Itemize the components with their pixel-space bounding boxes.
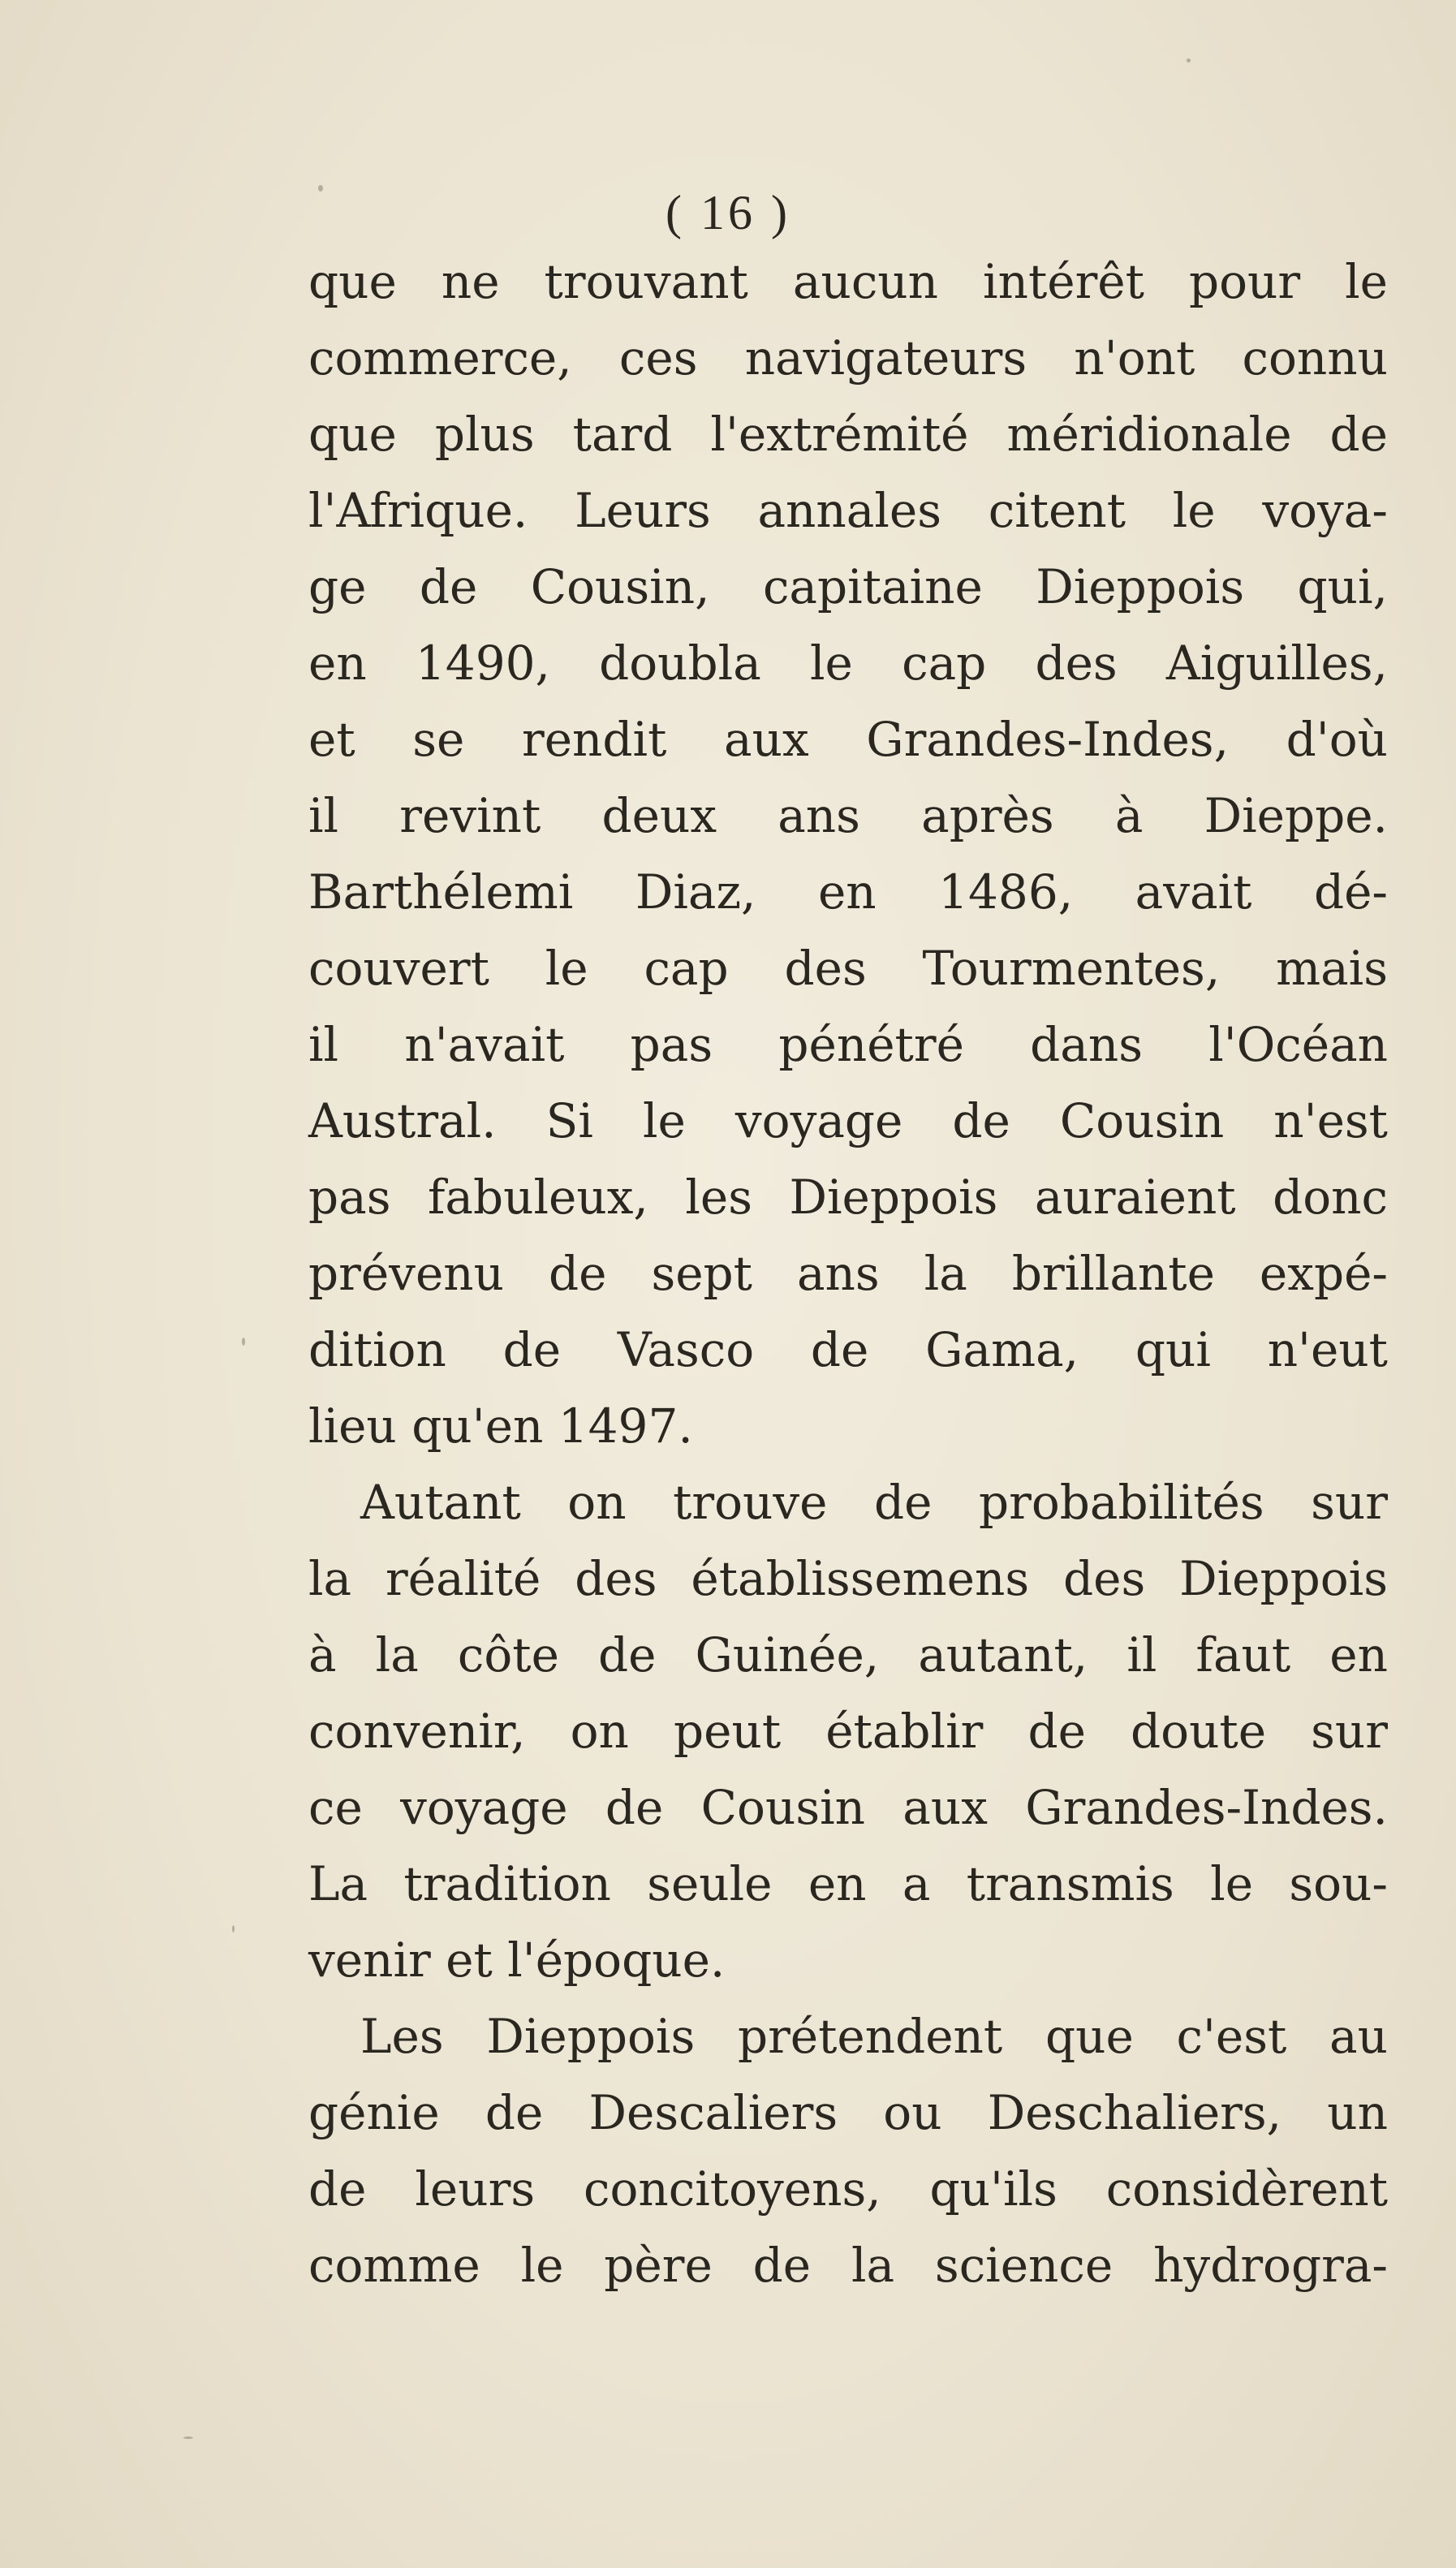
text-line: de leurs concitoyens, qu'ils considèrent (308, 2161, 1388, 2217)
text-line: génie de Descaliers ou Deschaliers, un (308, 2085, 1388, 2140)
text-line: Austral. Si le voyage de Cousin n'est (308, 1093, 1388, 1148)
text-line: couvert le cap des Tourmentes, mais (308, 941, 1388, 996)
paper-speck (242, 1338, 245, 1346)
text-line: il revint deux ans après à Dieppe. (308, 788, 1388, 843)
text-line: venir et l'époque. (308, 1932, 726, 1988)
paper-speck (232, 1925, 235, 1932)
text-line: commerce, ces navigateurs n'ont connu (308, 330, 1388, 386)
paper-speck (1187, 58, 1191, 62)
text-line: ce voyage de Cousin aux Grandes-Indes. (308, 1780, 1388, 1835)
page-number: ( 16 ) (666, 186, 790, 239)
text-line: convenir, on peut établir de doute sur (308, 1704, 1388, 1759)
paper-speck (183, 2437, 193, 2439)
text-line: la réalité des établissemens des Dieppois (308, 1551, 1388, 1606)
body-text (308, 243, 1388, 2303)
text-line: Barthélemi Diaz, en 1486, avait dé- (308, 864, 1388, 920)
text-line: prévenu de sept ans la brillante expé- (308, 1246, 1388, 1301)
text-line: Autant on trouve de probabilités sur (360, 1475, 1388, 1530)
text-line: à la côte de Guinée, autant, il faut en (308, 1627, 1388, 1683)
text-line: ge de Cousin, capitaine Dieppois qui, (308, 559, 1388, 614)
text-line: comme le père de la science hydrogra- (308, 2238, 1388, 2293)
text-line: que ne trouvant aucun intérêt pour le (308, 254, 1388, 309)
text-line: en 1490, doubla le cap des Aiguilles, (308, 636, 1388, 691)
text-line: lieu qu'en 1497. (308, 1398, 693, 1454)
text-line: pas fabuleux, les Dieppois auraient donc (308, 1170, 1388, 1225)
text-line: que plus tard l'extrémité méridionale de (308, 407, 1388, 462)
text-line: dition de Vasco de Gama, qui n'eut (308, 1322, 1388, 1377)
text-line: Les Dieppois prétendent que c'est au (360, 2009, 1388, 2064)
text-line: et se rendit aux Grandes-Indes, d'où (308, 712, 1388, 767)
text-line: il n'avait pas pénétré dans l'Océan (308, 1017, 1388, 1072)
text-line: l'Afrique. Leurs annales citent le voya- (308, 483, 1388, 538)
text-line: La tradition seule en a transmis le sou- (308, 1856, 1388, 1911)
